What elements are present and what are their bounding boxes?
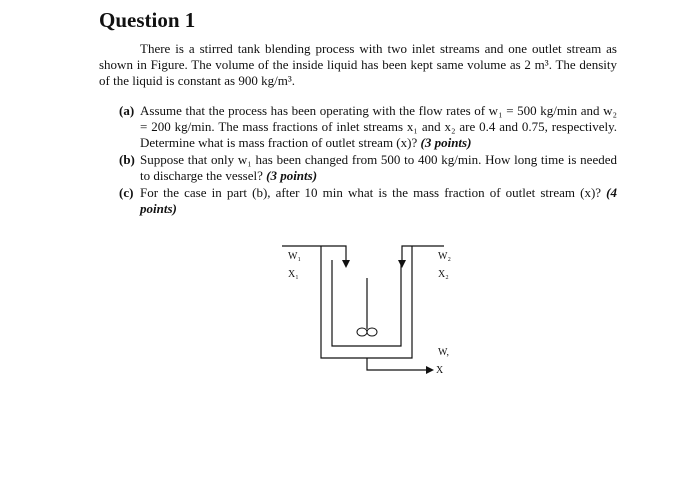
inlet2-x-label: X₂ <box>438 269 449 280</box>
inlet2-arrow-icon <box>398 260 406 268</box>
part-b-label: (b) <box>119 152 135 167</box>
part-a-text: Assume that the process has been operating with the flow rates of w₁ = 500 kg/min and w₂ = 200 kg/min. The mass fractions of inlet streams x₁ and x₂ are 0.4 and 0.75, respectively. Determine what is mass fraction of outlet stream (x)? <box>140 103 617 150</box>
outlet-w-label: W, <box>438 347 450 358</box>
part-c-text: For the case in part (b), after 10 min what is the mass fraction of outlet stream (x)? <box>140 185 602 200</box>
inlet1-w-label: W₁ <box>288 251 301 262</box>
question-parts <box>119 103 619 218</box>
inlet1-x-label: X₁ <box>288 269 299 280</box>
part-b <box>119 152 617 184</box>
outlet-x-label: X <box>436 365 444 376</box>
part-a-points: (3 points) <box>420 135 472 150</box>
question-title: Question 1 <box>99 8 196 32</box>
inlet2-w-label: W₂ <box>438 251 451 262</box>
question-intro <box>99 41 617 89</box>
outlet-pipe <box>367 358 428 370</box>
part-c-points: (4 points) <box>140 185 617 216</box>
part-b-text: Suppose that only w₁ has been changed from 500 to 400 kg/min. How long time is needed to discharge the vessel? <box>140 152 617 183</box>
impeller-left <box>357 328 367 336</box>
part-c-label: (c) <box>119 185 134 200</box>
impeller-right <box>367 328 377 336</box>
outlet-arrow-icon <box>426 366 434 374</box>
tank-figure <box>270 238 470 388</box>
part-a-label: (a) <box>119 103 135 118</box>
part-b-points: (3 points) <box>266 168 318 183</box>
part-a <box>119 103 617 151</box>
intro-text: There is a stirred tank blending process with two inlet streams and one outlet stream as shown in Figure. The volume of the inside liquid has been kept same volume as 2 m³. The density of the liquid is constant as 900 kg/m³. <box>99 41 617 88</box>
inlet1-arrow-icon <box>342 260 350 268</box>
part-c <box>119 185 617 217</box>
